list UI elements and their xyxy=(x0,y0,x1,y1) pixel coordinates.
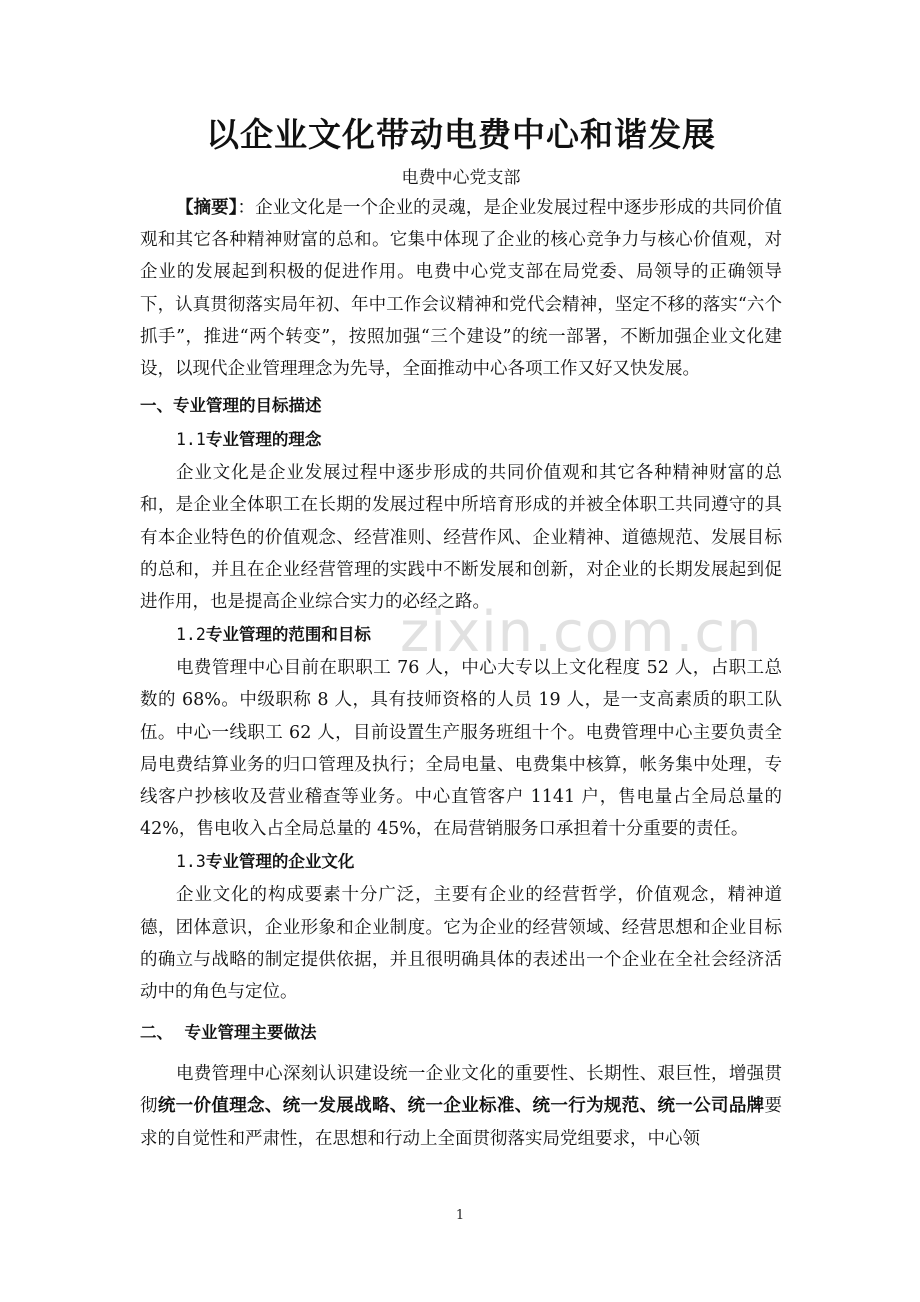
document-title: 以企业文化带动电费中心和谐发展 xyxy=(206,115,716,154)
paragraph-2-start: 电费管理中心深刻认识建设统一企业文化的重要性、长期性、艰巨性，增强贯彻 xyxy=(140,1064,782,1117)
subsection-1-3-heading xyxy=(140,845,782,879)
document-page xyxy=(140,108,782,1155)
paragraph-1-3: 企业文化的构成要素十分广泛，主要有企业的经营哲学，价值观念，精神道德，团体意识，企业形象和企业制度。它为企业的经营领域、经营思想和企业目标的确立与战略的制定提供依据，并且很明确具体的表述出一个企业在全社会经济活动中的角色与定位。 xyxy=(140,885,782,1003)
paragraph-1-2: 电费管理中心目前在职职工 76 人，中心大专以上文化程度 52 人，占职工总数的 68%。中级职称 8 人，具有技师资格的人员 19 人，是一支高素质的职工队伍。中心一线职工 62 人，目前设置生产服务班组十个。电费管理中心主要负责全局电费结算业务的归口管理及执行；全局电量、电费集中核算，帐务集中处理，专线客户抄核收及营业稽查等业务。中心直管客户 1141 户，售电量占全局总量的 42%，售电收入占全局总量的 45%，在局营销服务口承担着十分重要的责任。 xyxy=(140,658,782,840)
subsection-title: 专业管理的企业文化 xyxy=(205,852,355,872)
subsection-title: 专业管理的范围和目标 xyxy=(205,625,371,645)
watermark: zixin.com.cn xyxy=(400,600,763,665)
paragraph-2 xyxy=(140,1058,782,1155)
subsection-1-2-heading xyxy=(140,618,782,652)
section-2-heading: 二、 专业管理主要做法 xyxy=(140,1023,317,1043)
subsection-number: 1.1 xyxy=(176,430,206,450)
paragraph-2-end: 要求的自觉性和严肃性，在思想和行动上全面贯彻落实局党组要求，中心领 xyxy=(140,1096,782,1149)
subsection-number: 1.2 xyxy=(176,625,206,645)
subsection-number: 1.3 xyxy=(176,852,206,872)
paragraph-1-1: 企业文化是企业发展过程中逐步形成的共同价值观和其它各种精神财富的总和，是企业全体职工在长期的发展过程中所培育形成的并被全体职工共同遵守的具有本企业特色的价值观念、经营准则、经营作风、企业精神、道德规范、发展目标的总和，并且在企业经营管理的实践中不断发展和创新，对企业的长期发展起到促进作用，也是提高企业综合实力的必经之路。 xyxy=(140,463,782,613)
subsection-1-1-heading xyxy=(140,423,782,457)
abstract-paragraph xyxy=(140,192,782,385)
paragraph-2-bold: 统一价值理念、统一发展战略、统一企业标准、统一行为规范、统一公司品牌 xyxy=(157,1096,765,1117)
page-number: 1 xyxy=(455,1208,465,1223)
abstract-text: ：企业文化是一个企业的灵魂，是企业发展过程中逐步形成的共同价值观和其它各种精神财富的总和。它集中体现了企业的核心竞争力与核心价值观，对企业的发展起到积极的促进作用。电费中心党支部在局党委、局领导的正确领导下，认真贯彻落实局年初、年中工作会议精神和党代会精神，坚定不移的落实“六个抓手”，推进“两个转变”，按照加强“三个建设”的统一部署，不断加强企业文化建设，以现代企业管理理念为先导，全面推动中心各项工作又好又快发展。 xyxy=(140,198,782,380)
section-1-heading: 一、专业管理的目标描述 xyxy=(140,396,322,416)
subsection-title: 专业管理的理念 xyxy=(205,430,322,450)
document-author: 电费中心党支部 xyxy=(401,168,521,188)
abstract-label: 【摘要】 xyxy=(176,198,238,218)
